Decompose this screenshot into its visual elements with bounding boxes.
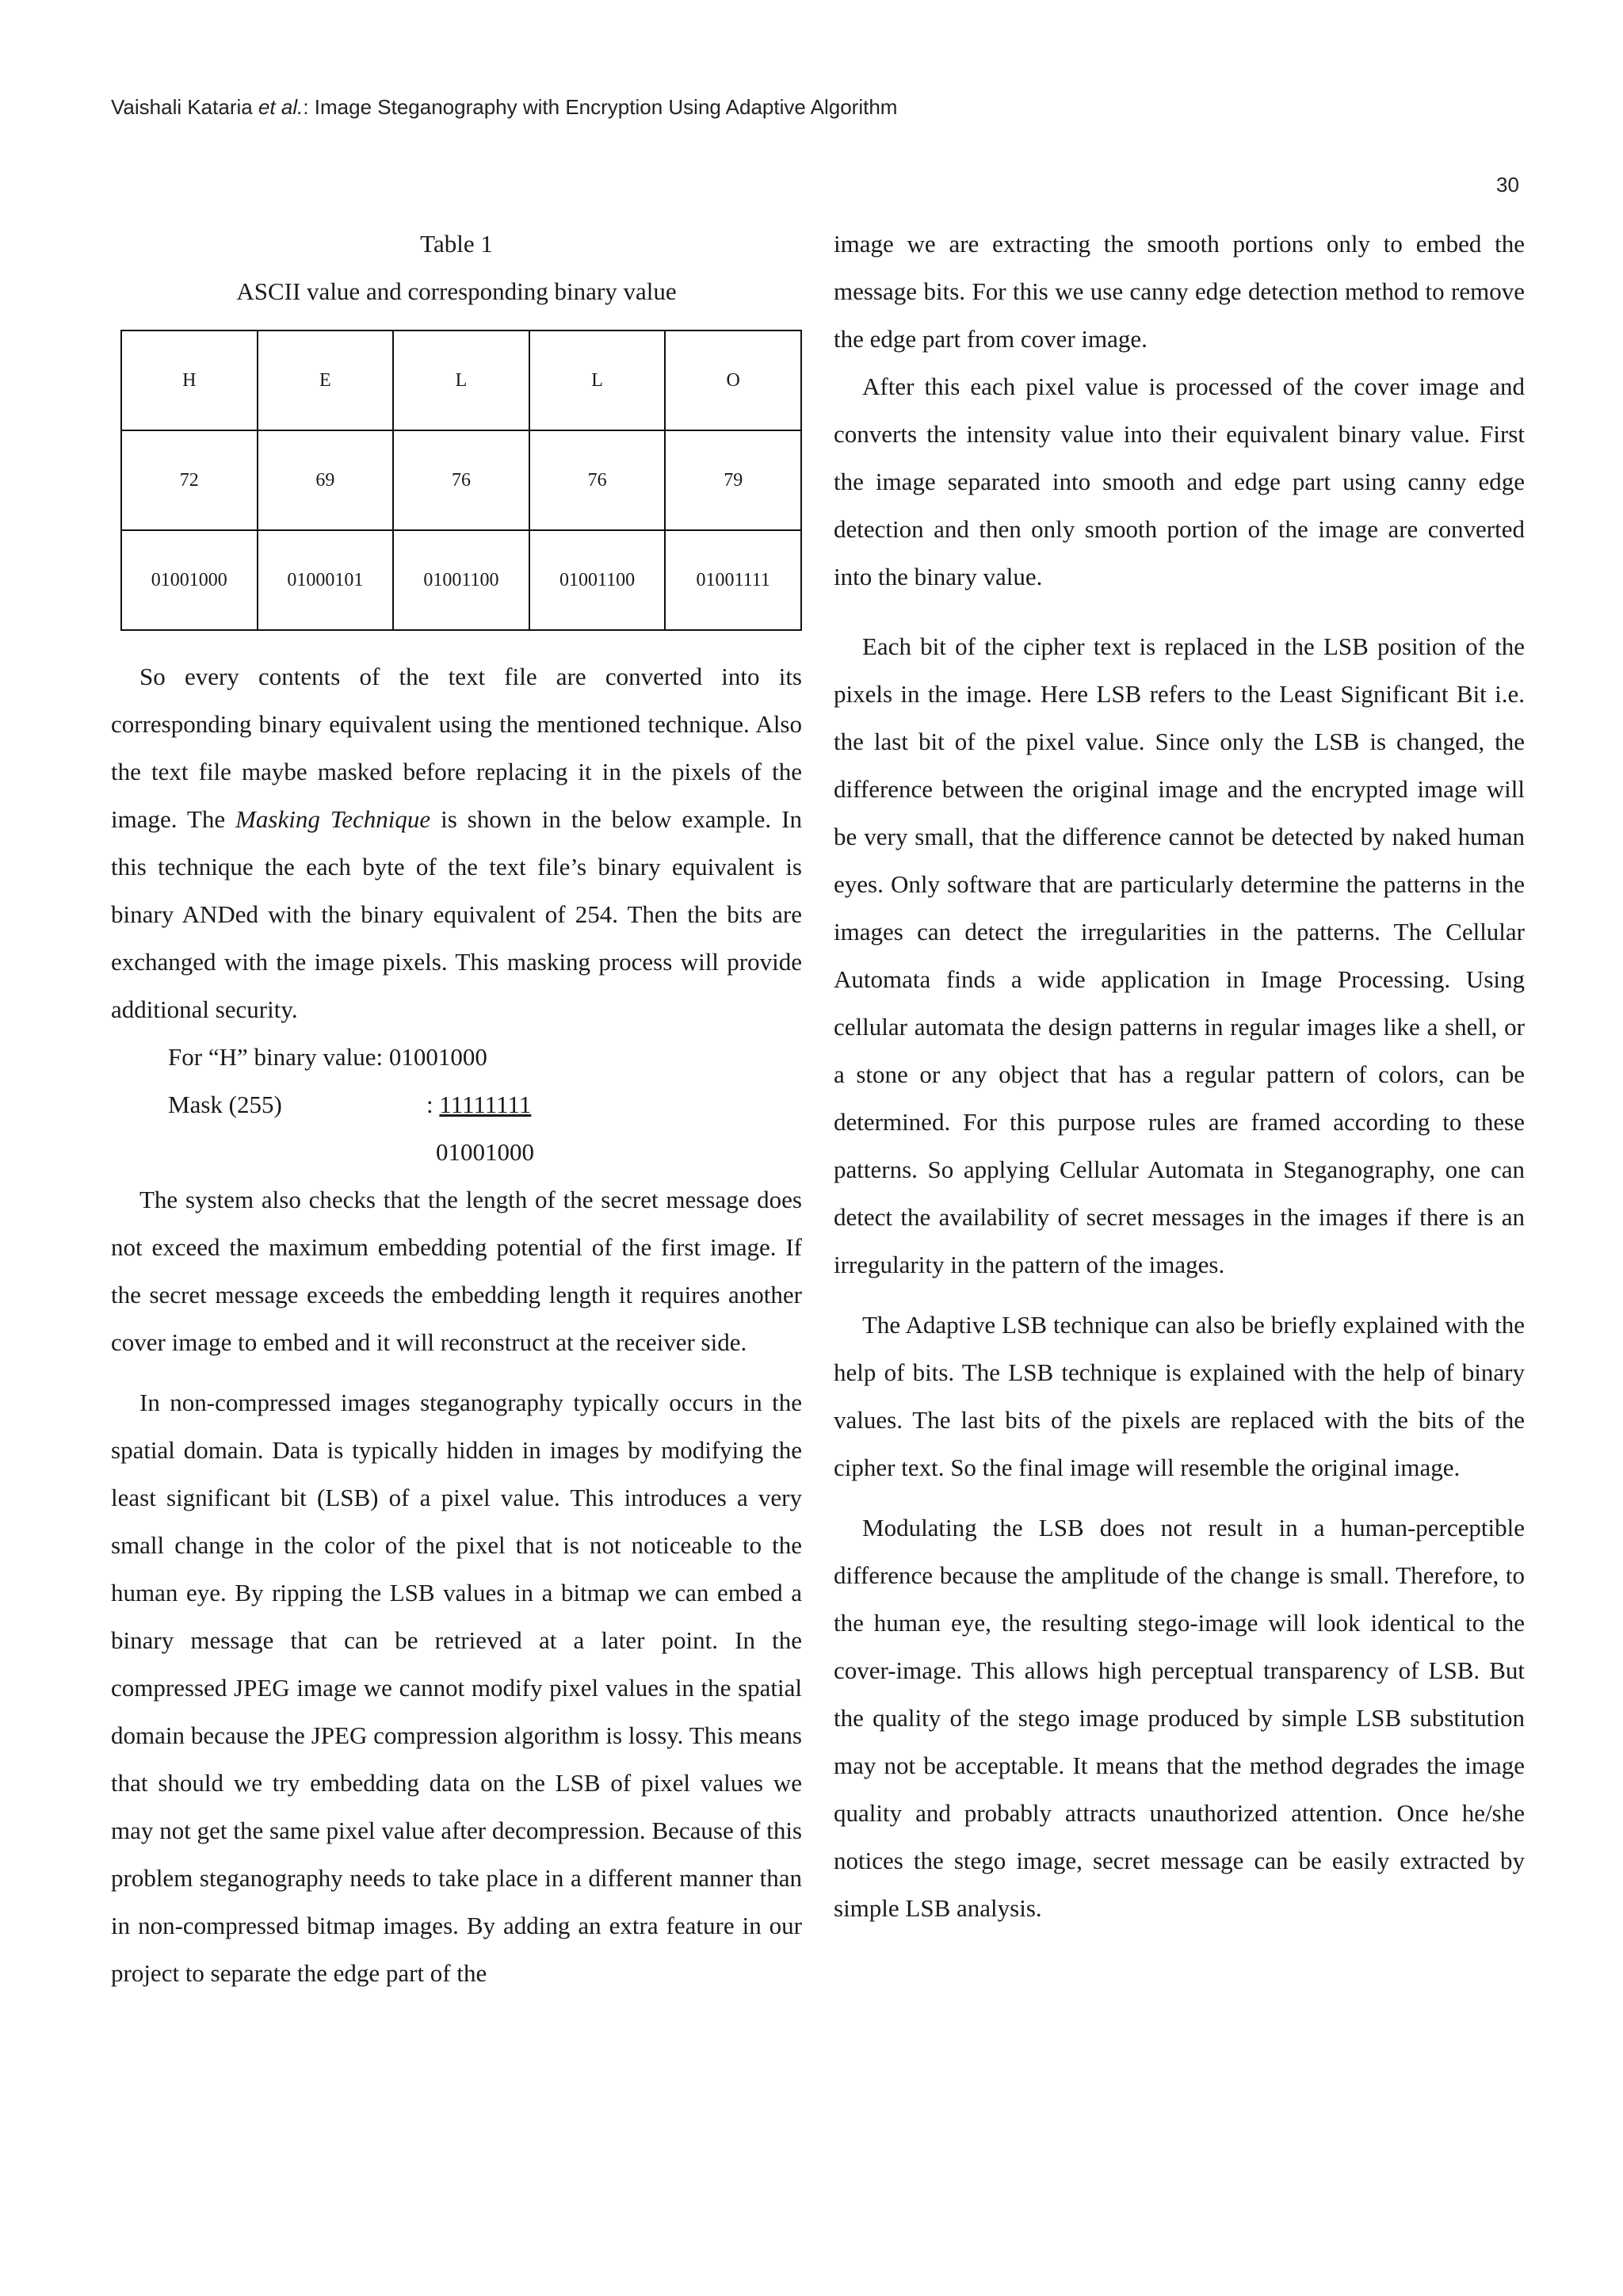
running-header (111, 95, 897, 120)
table-cell: 76 (393, 430, 529, 530)
mask-example-line1: For “H” binary value: 01001000 (168, 1043, 487, 1071)
table-cell: O (665, 330, 801, 430)
header-authors: Vaishali Kataria (111, 95, 253, 119)
mask-result: 01001000 (436, 1138, 534, 1166)
table-row (121, 530, 801, 630)
paragraph-masking (111, 653, 802, 1033)
table-cell: 72 (121, 430, 258, 530)
table-caption-number: Table 1 (420, 230, 493, 258)
table-cell: E (258, 330, 394, 430)
mask-colon: : (426, 1091, 440, 1118)
paragraph-text: So every contents of the text file are converted into its corresponding binary equivalent using the mentioned technique. Also the text file maybe masked before replacing it in the pixels of the image. The (111, 663, 802, 833)
right-column (834, 220, 1525, 1932)
table-cell: 01001000 (121, 530, 258, 630)
table-cell: 76 (529, 430, 666, 530)
spacer (834, 1289, 1525, 1301)
paragraph-spatial-domain: In non-compressed images steganography typically occurs in the spatial domain. Data is typically hidden in images by modifying the least significant bit (LSB) of a pixel value. This introduces a very small change in the color of the pixel that is not noticeable to the human eye. By ripping the LSB values in a bitmap we can embed a binary message that can be retrieved at a later point. In the compressed JPEG image we cannot modify pixel values in the spatial domain because the JPEG compression algorithm is lossy. This means that should we try embedding data on the LSB of pixel values we may not get the same pixel value after decompression. Because of this problem steganography needs to take place in a different manner than in non-compressed bitmap images. By adding an extra feature in our project to separate the edge part of the (111, 1389, 802, 1987)
table-cell: 01001100 (529, 530, 666, 630)
table-cell: H (121, 330, 258, 430)
spacer (111, 1366, 802, 1379)
paragraph-modulating-lsb: Modulating the LSB does not result in a human-perceptible difference because the amplitude of the change is small. Therefore, to the human eye, the resulting stego-image will look identical to the cover-image. This allows high perceptual transparency of LSB. But the quality of the stego image produced by simple LSB substitution may not be acceptable. It means that the method degrades the image quality and probably attracts unauthorized attention. Once he/she notices the stego image, secret message can be easily extracted by simple LSB analysis. (834, 1514, 1525, 1922)
table-cell: L (529, 330, 666, 430)
table-cell: 69 (258, 430, 394, 530)
paragraph-pixel-processing: After this each pixel value is processed of the cover image and converts the intensity value into their equivalent binary value. First the image separated into smooth and edge part using canny edge detection and then only smooth portion of the image are converted into the binary value. (834, 372, 1525, 590)
ascii-table (120, 330, 802, 631)
page-number: 30 (1496, 173, 1519, 197)
paragraph-smooth-portions: image we are extracting the smooth portions only to embed the message bits. For this we use canny edge detection method to remove the edge part from cover image. (834, 230, 1525, 353)
paragraph-lsb-replacement: Each bit of the cipher text is replaced in the LSB position of the pixels in the image. Here LSB refers to the Least Significant Bit i.e. the last bit of the pixel value. Since only the LSB is changed, the difference between the original image and the encrypted image will be very small, that the difference cannot be detected by naked human eyes. Only software that are particularly determine the patterns in the images can detect the irregularities in the patterns. The Cellular Automata finds a wide application in Image Processing. Using cellular automata the design patterns in regular images like a shell, or a stone or any object that has a regular pattern of colors, can be determined. For this purpose rules are framed according to these patterns. So applying Cellular Automata in Steganography, one can detect the availability of secret messages in the images if there is an irregularity in the pattern of the images. (834, 632, 1525, 1278)
mask-value-wrap (398, 1081, 531, 1129)
header-etal: et al. (258, 95, 304, 119)
header-title: : Image Steganography with Encryption Using Adaptive Algorithm (303, 95, 898, 119)
paragraph-length-check: The system also checks that the length of the secret message does not exceed the maximum embedding potential of the first image. If the secret message exceeds the embedding length it requires another cover image to embed and it will reconstruct at the receiver side. (111, 1186, 802, 1356)
table-caption-title: ASCII value and corresponding binary value (236, 277, 677, 305)
mask-example-line3 (111, 1129, 802, 1176)
table-cell: 01000101 (258, 530, 394, 630)
paragraph-text: is shown in the below example. In this technique the each byte of the text file’s binary equivalent is binary ANDed with the binary equivalent of 254. Then the bits are exchanged with the image pixels. This masking process will provide additional security. (111, 805, 802, 1023)
table-cell: 79 (665, 430, 801, 530)
mask-label: Mask (255) (168, 1091, 282, 1118)
left-column (111, 220, 802, 1997)
mask-value: 11111111 (439, 1091, 532, 1118)
paragraph-adaptive-lsb: The Adaptive LSB technique can also be briefly explained with the help of bits. The LSB technique is explained with the help of binary values. The last bits of the pixels are replaced with the bits of the cipher text. So the final image will resemble the original image. (834, 1311, 1525, 1481)
spacer (834, 601, 1525, 623)
table-cell: L (393, 330, 529, 430)
spacer (111, 631, 802, 653)
mask-example-line2 (111, 1081, 802, 1129)
table-cell: 01001111 (665, 530, 801, 630)
table-row (121, 430, 801, 530)
table-cell: 01001100 (393, 530, 529, 630)
spacer (834, 1492, 1525, 1504)
table-row (121, 330, 801, 430)
paragraph-emphasis: Masking Technique (235, 805, 431, 833)
